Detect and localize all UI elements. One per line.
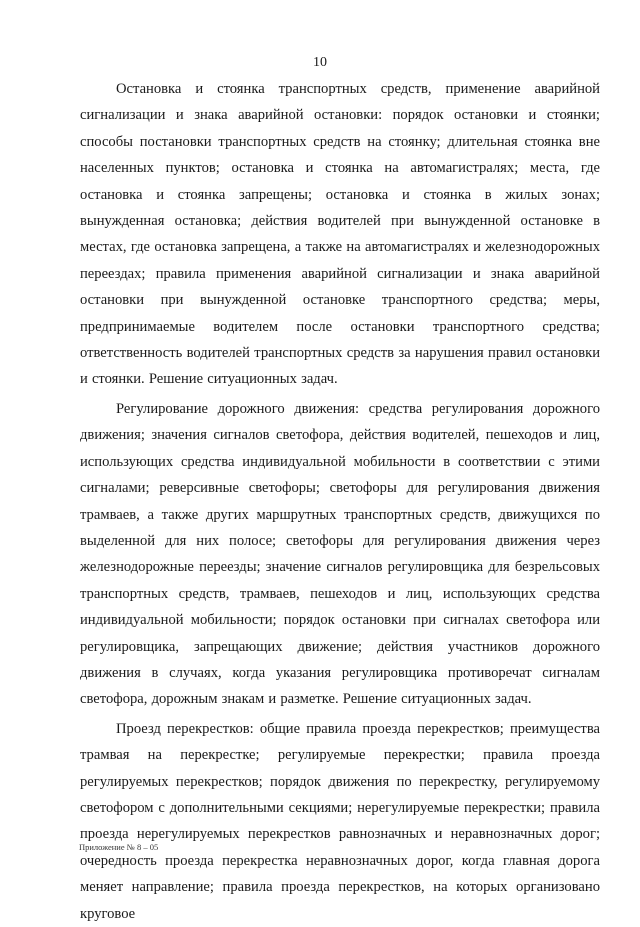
paragraph-traffic-regulation: Регулирование дорожного движения: средства регулирования дорожного движения; значения сигналов светофора, действия водителей, пешеходов и лиц, использующих средства индивидуальной мобильности в соответствии с этими сигналами; реверсивные светофоры; светофоры для регулирования движения трамваев, а также других маршрутных транспортных средств, движущихся по выделенной для них полосе; светофоры для регулирования движения через железнодорожные переезды; значение сигналов регулировщика для безрельсовых транспортных средств, трамваев, пешеходов и лиц, использующих средства индивидуальной мобильности; порядок остановки при сигналах светофора или регулировщика, запрещающих движение; действия участников дорожного движения в случаях, когда указания регулировщика противоречат сигналам светофора, дорожным знакам и разметке. Решение ситуационных задач. [80,400,600,708]
document-body [80,76,600,927]
paragraph-stopping-parking: Остановка и стоянка транспортных средств, применение аварийной сигнализации и знака аварийной остановки: порядок остановки и стоянки; способы постановки транспортных средств на стоянку; длительная стоянка вне населенных пунктов; остановка и стоянка на автомагистралях; места, где остановка и стоянка запрещены; остановка и стоянка в жилых зонах; вынужденная остановка; действия водителей при вынужденной остановке в местах, где остановка запрещена, а также на автомагистралях и железнодорожных переездах; правила применения аварийной сигнализации и знака аварийной остановки при вынужденной остановке транспортного средства; меры, предпринимаемые водителем после остановки транспортного средства; ответственность водителей транспортных средств за нарушения правил остановки и стоянки. Решение ситуационных задач. [80,81,600,388]
page-number: 10 [313,55,327,70]
page-footer: Приложение № 8 – 05 [79,842,159,852]
paragraph-intersections: Проезд перекрестков: общие правила проезда перекрестков; преимущества трамвая на перекрестке; регулируемые перекрестки; правила проезда регулируемых перекрестков; порядок движения по перекрестку, регулируемому светофором с дополнительными секциями; нерегулируемые перекрестки; правила проезда нерегулируемых перекрестков равнозначных и неравнозначных дорог; очередность проезда перекрестка неравнозначных дорог, когда главная дорога меняет направление; правила проезда перекрестков, на которых организовано круговое [80,720,600,922]
